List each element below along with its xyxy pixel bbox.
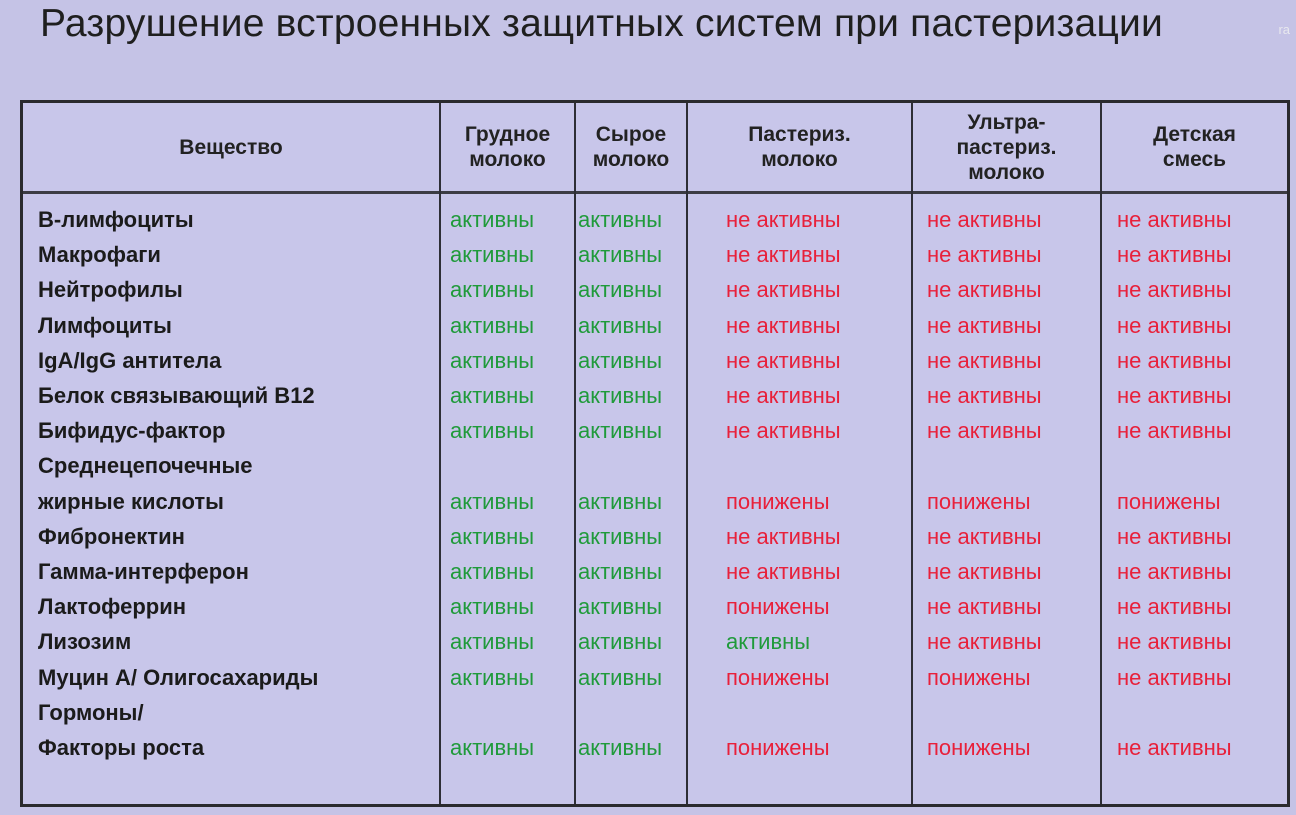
watermark: ra bbox=[1278, 22, 1290, 37]
status-cell: активны bbox=[578, 347, 663, 373]
table-row bbox=[23, 554, 1287, 589]
status-cell: активны bbox=[450, 312, 535, 338]
status-cell: не активны bbox=[927, 594, 1042, 620]
status-cell: не активны bbox=[726, 418, 841, 444]
table-row bbox=[23, 202, 1287, 237]
table-row bbox=[23, 448, 1287, 483]
status-cell: понижены bbox=[927, 664, 1031, 690]
status-cell: не активны bbox=[1117, 207, 1232, 232]
status-cell: понижены bbox=[726, 735, 830, 760]
status-cell: активны bbox=[450, 277, 535, 303]
status-cell: активны bbox=[578, 207, 663, 232]
table-row bbox=[23, 237, 1287, 272]
status-cell: не активны bbox=[1117, 735, 1232, 760]
substance-cell: жирные кислоты bbox=[38, 488, 224, 514]
status-cell: не активны bbox=[1117, 594, 1232, 620]
table-row bbox=[23, 695, 1287, 730]
header-substance: Вещество bbox=[179, 135, 283, 159]
header-pasteurized-milk: Пастериз. молоко bbox=[748, 123, 851, 171]
status-cell: активны bbox=[578, 629, 663, 655]
table-row bbox=[23, 660, 1287, 695]
table-row bbox=[23, 519, 1287, 554]
status-cell: не активны bbox=[1117, 559, 1232, 584]
status-cell: активны bbox=[450, 242, 535, 268]
status-cell: активны bbox=[578, 383, 663, 408]
status-cell: активны bbox=[450, 559, 535, 584]
status-cell: активны bbox=[450, 594, 535, 620]
status-cell: активны bbox=[578, 277, 663, 303]
header-raw-milk: Сырое молоко bbox=[592, 123, 670, 171]
status-cell: не активны bbox=[726, 559, 841, 584]
status-cell: не активны bbox=[927, 383, 1042, 408]
status-cell: не активны bbox=[726, 383, 841, 408]
status-cell: не активны bbox=[927, 207, 1042, 232]
table-row bbox=[23, 378, 1287, 413]
status-cell: не активны bbox=[726, 207, 841, 232]
status-cell: активны bbox=[578, 312, 663, 338]
status-cell: понижены bbox=[927, 488, 1031, 514]
table-row bbox=[23, 589, 1287, 624]
status-cell: активны bbox=[450, 383, 535, 408]
header-divider bbox=[23, 191, 1287, 194]
substance-cell: Среднецепочечные bbox=[38, 453, 253, 479]
status-cell: активны bbox=[578, 242, 663, 268]
table-row bbox=[23, 413, 1287, 448]
status-cell: не активны bbox=[927, 418, 1042, 444]
table-row bbox=[23, 272, 1287, 307]
status-cell: активны bbox=[578, 559, 663, 584]
status-cell: активны bbox=[450, 418, 535, 444]
substance-cell: IgA/IgG антитела bbox=[38, 347, 222, 373]
status-cell: понижены bbox=[927, 735, 1031, 760]
status-cell: активны bbox=[726, 629, 811, 655]
status-cell: понижены bbox=[1117, 488, 1221, 514]
status-cell: не активны bbox=[1117, 242, 1232, 268]
comparison-table bbox=[20, 100, 1290, 807]
status-cell: активны bbox=[578, 664, 663, 690]
substance-cell: Фибронектин bbox=[38, 523, 185, 549]
substance-cell: Бифидус-фактор bbox=[38, 418, 226, 444]
substance-cell: Гамма-интерферон bbox=[38, 559, 249, 584]
status-cell: активны bbox=[450, 523, 535, 549]
substance-cell: Гормоны/ bbox=[38, 699, 144, 725]
status-cell: понижены bbox=[726, 594, 830, 620]
substance-cell: Лизозим bbox=[38, 629, 132, 655]
status-cell: не активны bbox=[927, 559, 1042, 584]
status-cell: активны bbox=[578, 418, 663, 444]
substance-cell: Макрофаги bbox=[38, 242, 161, 268]
status-cell: не активны bbox=[1117, 383, 1232, 408]
status-cell: активны bbox=[450, 207, 535, 232]
substance-cell: Белок связывающий В12 bbox=[38, 383, 315, 408]
status-cell: понижены bbox=[726, 488, 830, 514]
substance-cell: В-лимфоциты bbox=[38, 207, 194, 232]
status-cell: не активны bbox=[927, 312, 1042, 338]
status-cell: не активны bbox=[927, 277, 1042, 303]
substance-cell: Факторы роста bbox=[38, 735, 205, 760]
status-cell: не активны bbox=[726, 277, 841, 303]
status-cell: активны bbox=[578, 523, 663, 549]
status-cell: активны bbox=[578, 735, 663, 760]
table-row bbox=[23, 624, 1287, 659]
slide-title: Разрушение встроенных защитных систем при пастеризации bbox=[40, 2, 1163, 45]
status-cell: не активны bbox=[927, 523, 1042, 549]
status-cell: не активны bbox=[1117, 277, 1232, 303]
status-cell: не активны bbox=[726, 523, 841, 549]
substance-cell: Лактоферрин bbox=[38, 594, 187, 620]
status-cell: активны bbox=[450, 664, 535, 690]
status-cell: не активны bbox=[726, 242, 841, 268]
status-cell: не активны bbox=[726, 312, 841, 338]
table-row bbox=[23, 308, 1287, 343]
substance-cell: Нейтрофилы bbox=[38, 277, 183, 303]
status-cell: не активны bbox=[1117, 523, 1232, 549]
table-row bbox=[23, 484, 1287, 519]
status-cell: активны bbox=[578, 594, 663, 620]
status-cell: активны bbox=[578, 488, 663, 514]
header-infant-formula: Детская смесь bbox=[1153, 123, 1236, 171]
status-cell: не активны bbox=[1117, 664, 1232, 690]
status-cell: не активны bbox=[927, 242, 1042, 268]
table-row bbox=[23, 343, 1287, 378]
status-cell: не активны bbox=[726, 347, 841, 373]
status-cell: не активны bbox=[1117, 312, 1232, 338]
status-cell: понижены bbox=[726, 664, 830, 690]
status-cell: активны bbox=[450, 629, 535, 655]
status-cell: активны bbox=[450, 488, 535, 514]
status-cell: не активны bbox=[927, 347, 1042, 373]
status-cell: не активны bbox=[927, 629, 1042, 655]
header-ultra-pasteurized-milk: Ультра- пастериз. молоко bbox=[956, 110, 1057, 184]
table-row bbox=[23, 730, 1287, 765]
status-cell: не активны bbox=[1117, 347, 1232, 373]
substance-cell: Муцин А/ Олигосахариды bbox=[38, 664, 319, 690]
header-breast-milk: Грудное молоко bbox=[464, 123, 551, 171]
status-cell: не активны bbox=[1117, 629, 1232, 655]
status-cell: не активны bbox=[1117, 418, 1232, 444]
status-cell: активны bbox=[450, 735, 535, 760]
substance-cell: Лимфоциты bbox=[38, 312, 172, 338]
status-cell: активны bbox=[450, 347, 535, 373]
